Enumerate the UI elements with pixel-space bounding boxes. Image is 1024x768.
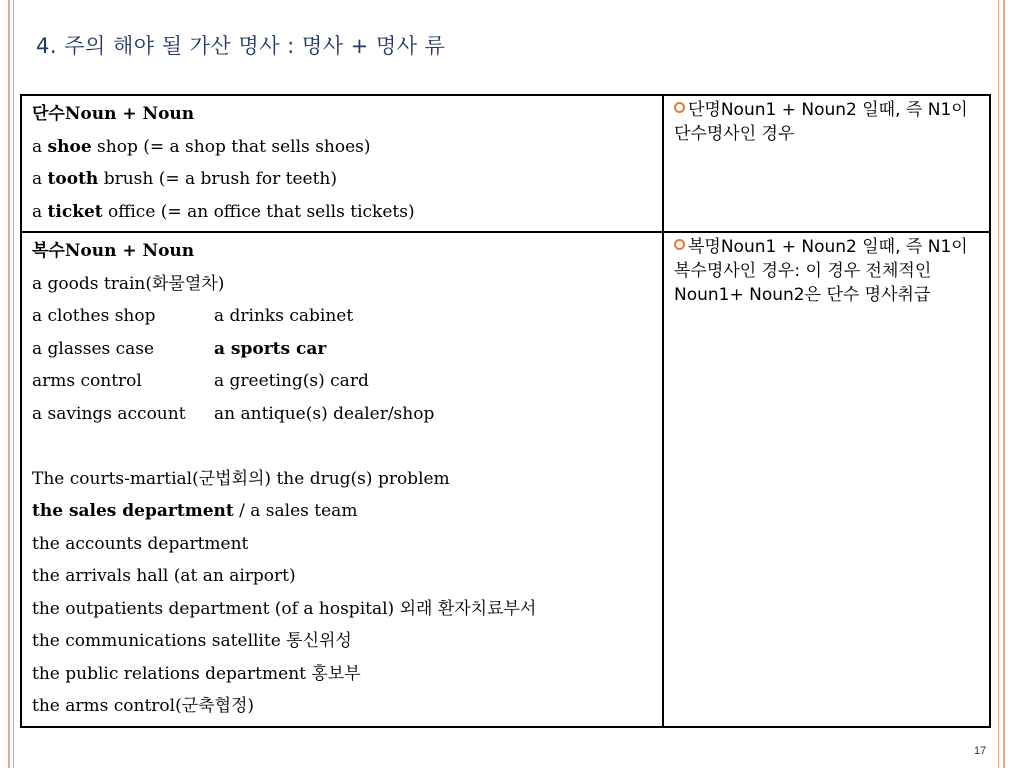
- example-col-2: [214, 365, 369, 398]
- example-col-2: [214, 398, 434, 431]
- bold-term: Noun + Noun: [64, 104, 195, 124]
- example-col-1: [32, 333, 214, 366]
- singular-explanation-cell: [663, 95, 990, 232]
- text-segment: office (= an office that sells tickets): [102, 201, 415, 222]
- text-segment: arms control: [32, 371, 142, 391]
- text-segment: the accounts department: [32, 533, 249, 554]
- example-col-1: [32, 300, 214, 333]
- table-row-plural: [21, 232, 990, 727]
- slide-border-right-outer: [1003, 0, 1005, 768]
- text-segment: an antique(s) dealer/shop: [214, 403, 435, 424]
- example-line: [32, 398, 652, 431]
- singular-examples-cell: [21, 95, 663, 232]
- example-line: [32, 625, 652, 658]
- plural-explanation-text: 복명Noun1 + Noun2 일때, 즉 N1이 복수명사인 경우: 이 경우 전체적인 Noun1+ Noun2은 단수 명사취급: [674, 237, 968, 305]
- bold-term: tooth: [47, 169, 99, 189]
- example-line: [32, 235, 652, 268]
- bold-term: 복수: [32, 241, 65, 261]
- example-line: [32, 365, 652, 398]
- text-segment: a savings account: [32, 403, 186, 424]
- text-segment: the arms control(군축협정): [32, 696, 255, 716]
- text-segment: a: [32, 169, 48, 189]
- example-line: [32, 560, 652, 593]
- text-segment: a drinks cabinet: [214, 306, 354, 326]
- plural-examples-cell: [21, 232, 663, 727]
- bullet-icon: [674, 102, 685, 113]
- singular-explanation-text: 단명Noun1 + Noun2 일때, 즉 N1이 단수명사인 경우: [674, 100, 968, 144]
- slide-border-right-inner: [998, 0, 999, 768]
- plural-examples-list: [32, 235, 652, 723]
- bold-term: shoe: [47, 136, 92, 157]
- text-segment: a goods train(화물열차): [32, 273, 225, 294]
- text-segment: shop (= a shop that sells shoes): [91, 136, 371, 157]
- text-segment: a clothes shop: [32, 306, 156, 326]
- example-line: [32, 163, 652, 196]
- example-line: [32, 98, 652, 131]
- slide-border-left-inner: [13, 0, 14, 768]
- example-col-1: [32, 365, 214, 398]
- singular-examples-list: [32, 98, 652, 228]
- example-line: [32, 196, 652, 229]
- example-line: [32, 300, 652, 333]
- text-segment: the arrivals hall (at an airport): [32, 566, 296, 586]
- noun-noun-table: [20, 94, 991, 728]
- text-segment: The courts-martial(군법회의) the drug(s) problem: [32, 468, 450, 489]
- page-number: 17: [974, 745, 987, 757]
- slide-title: 4. 주의 해야 될 가산 명사 : 명사 + 명사 류: [36, 34, 446, 58]
- example-line: [32, 495, 652, 528]
- bold-term: ticket: [47, 201, 103, 222]
- example-col-2: [214, 300, 353, 333]
- example-col-2: [214, 333, 326, 366]
- bold-term: a sports car: [214, 338, 327, 359]
- table-row-singular: [21, 95, 990, 232]
- plural-explanation-cell: [663, 232, 990, 727]
- slide-border-left-outer: [8, 0, 10, 768]
- example-line: [32, 131, 652, 164]
- bullet-icon: [674, 239, 685, 250]
- example-col-1: [32, 398, 214, 431]
- text-segment: the public relations department 홍보부: [32, 663, 361, 684]
- example-line: [32, 430, 652, 463]
- example-line: [32, 463, 652, 496]
- example-line: [32, 268, 652, 301]
- text-segment: brush (= a brush for teeth): [98, 169, 338, 189]
- example-line: [32, 528, 652, 561]
- example-line: [32, 690, 652, 723]
- example-line: [32, 658, 652, 691]
- text-segment: a: [32, 201, 48, 222]
- bold-term: the sales department: [32, 501, 234, 521]
- text-segment: the communications satellite 통신위성: [32, 631, 352, 651]
- example-line: [32, 333, 652, 366]
- text-segment: a greeting(s) card: [214, 371, 369, 391]
- text-segment: a: [32, 136, 48, 157]
- text-segment: a glasses case: [32, 338, 155, 359]
- example-line: [32, 593, 652, 626]
- bold-term: Noun + Noun: [64, 241, 195, 261]
- text-segment: the outpatients department (of a hospital) 외래 환자치료부서: [32, 598, 537, 619]
- bold-term: 단수: [32, 104, 65, 124]
- text-segment: / a sales team: [233, 501, 358, 521]
